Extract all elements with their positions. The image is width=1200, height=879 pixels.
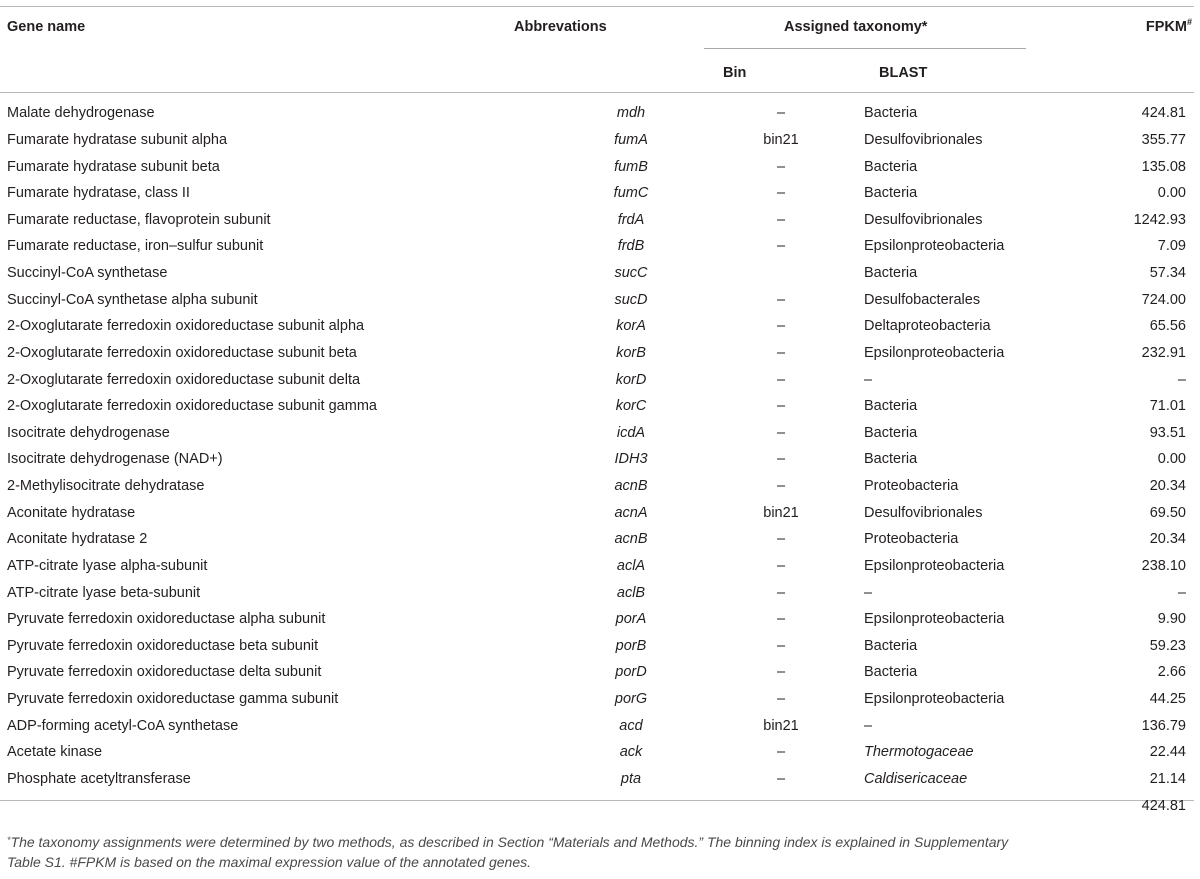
abbreviation-cell: sucC (614, 265, 648, 282)
blast-cell (820, 792, 1125, 819)
gene-cell: Fumarate reductase, iron–sulfur subunit (7, 238, 264, 255)
abbreviation-cell: acd (619, 717, 643, 734)
gene-cell: Isocitrate dehydrogenase (7, 424, 170, 441)
gene-cell: Pyruvate ferredoxin oxidoreductase alpha subunit (7, 611, 326, 628)
blast-cell: Desulfovibrionales (864, 504, 983, 521)
gene-cell: Aconitate hydratase 2 (7, 531, 148, 548)
table-row (0, 526, 1194, 553)
fpkm-cell: 22.44 (1149, 744, 1186, 761)
abbreviation-cell: korD (615, 371, 647, 388)
abbreviation-cell: porA (615, 611, 647, 628)
bin-cell: – (776, 398, 786, 415)
table-row (0, 712, 1194, 739)
blast-cell: Bacteria (864, 185, 918, 202)
fpkm-cell: 21.14 (1149, 770, 1186, 787)
table-row (0, 499, 1194, 526)
table-row (0, 553, 1194, 580)
abbreviation-cell (520, 792, 742, 819)
table-row (0, 233, 1194, 260)
table-row (0, 659, 1194, 686)
gene-cell: Fumarate reductase, flavoprotein subunit (7, 211, 271, 228)
fpkm-cell: 57.34 (1149, 265, 1186, 282)
gene-cell: ATP-citrate lyase beta-subunit (7, 584, 201, 601)
abbreviation-cell: korA (616, 318, 646, 335)
gene-cell: Malate dehydrogenase (7, 105, 155, 122)
blast-cell: Epsilonproteobacteria (864, 691, 1005, 708)
header-fpkm-mark: # (1186, 17, 1192, 27)
footnote-line-1 (7, 832, 1193, 852)
bin-cell: – (776, 611, 786, 628)
blast-cell: Bacteria (864, 105, 918, 122)
abbreviation-cell: sucD (614, 291, 648, 308)
fpkm-cell: 44.25 (1149, 691, 1186, 708)
gene-cell: Succinyl-CoA synthetase (7, 265, 168, 282)
bin-cell: – (776, 291, 786, 308)
table-row (0, 260, 1194, 287)
fpkm-cell: 20.34 (1149, 531, 1186, 548)
blast-cell: Desulfovibrionales (864, 131, 983, 148)
bin-cell: – (776, 770, 786, 787)
footnote-line-2: Table S1. #FPKM is based on the maximal expression value of the annotated genes. (7, 854, 532, 870)
bin-cell (742, 260, 820, 287)
table-row (0, 766, 1194, 793)
table-row (0, 207, 1194, 234)
abbreviation-cell: korB (616, 344, 646, 361)
table-row (0, 153, 1194, 180)
table-row (0, 446, 1194, 473)
gene-cell: Fumarate hydratase subunit alpha (7, 131, 228, 148)
table-row (0, 393, 1194, 420)
gene-cell: Phosphate acetyltransferase (7, 770, 191, 787)
fpkm-cell: 355.77 (1141, 131, 1186, 148)
fpkm-cell: 0.00 (1157, 185, 1186, 202)
blast-cell: – (864, 371, 873, 388)
header-bin: Bin (723, 65, 747, 81)
bin-cell: bin21 (763, 131, 799, 148)
abbreviation-cell: porB (615, 637, 647, 654)
gene-cell: Isocitrate dehydrogenase (NAD+) (7, 451, 223, 468)
table-row (0, 340, 1194, 367)
fpkm-cell: 232.91 (1141, 344, 1186, 361)
abbreviation-cell: ack (619, 744, 643, 761)
table-row (0, 420, 1194, 447)
header-assigned-taxonomy-mark: * (921, 19, 928, 35)
footnote-mark: * (7, 835, 11, 845)
table-row (0, 313, 1194, 340)
bin-cell (742, 792, 820, 819)
abbreviation-cell: acnB (614, 478, 648, 495)
blast-cell: Bacteria (864, 158, 918, 175)
table-row (0, 180, 1194, 207)
gene-cell: Fumarate hydratase subunit beta (7, 158, 220, 175)
blast-cell: Bacteria (864, 664, 918, 681)
fpkm-cell: 135.08 (1141, 158, 1186, 175)
blast-cell: Caldisericaceae (864, 770, 968, 787)
abbreviation-cell: frdA (617, 211, 645, 228)
blast-cell: Proteobacteria (864, 478, 959, 495)
taxonomy-subheader-rule (704, 48, 1026, 49)
fpkm-cell: 0.00 (1157, 451, 1186, 468)
fpkm-cell: 9.90 (1157, 611, 1186, 628)
abbreviation-cell: frdB (617, 238, 645, 255)
gene-cell: 2-Oxoglutarate ferredoxin oxidoreductase subunit alpha (7, 318, 365, 335)
bin-cell: – (776, 478, 786, 495)
bin-cell: – (776, 584, 786, 601)
blast-cell: Bacteria (864, 424, 918, 441)
gene-cell: Aconitate hydratase (7, 504, 136, 521)
fpkm-cell: 424.81 (1141, 797, 1186, 814)
table-row (0, 366, 1194, 393)
bin-cell: – (776, 185, 786, 202)
gene-cell: ATP-citrate lyase alpha-subunit (7, 557, 208, 574)
fpkm-cell: – (1177, 371, 1186, 388)
bin-cell: – (776, 238, 786, 255)
gene-cell: 2-Oxoglutarate ferredoxin oxidoreductase subunit gamma (7, 398, 377, 415)
bin-cell: – (776, 105, 786, 122)
blast-cell: Thermotogaceae (864, 744, 974, 761)
bin-cell: – (776, 691, 786, 708)
abbreviation-cell: fumC (613, 185, 649, 202)
bin-cell: – (776, 158, 786, 175)
bin-cell: – (776, 557, 786, 574)
header-fpkm (1146, 18, 1192, 36)
gene-cell: ADP-forming acetyl-CoA synthetase (7, 717, 239, 734)
table-row (0, 606, 1194, 633)
bin-cell: bin21 (763, 717, 799, 734)
header-abbreviations: Abbrevations (514, 19, 607, 35)
fpkm-cell: 7.09 (1157, 238, 1186, 255)
abbreviation-cell: aclB (616, 584, 646, 601)
blast-cell: Deltaproteobacteria (864, 318, 991, 335)
bin-cell: – (776, 451, 786, 468)
gene-cell: 2-Oxoglutarate ferredoxin oxidoreductase subunit delta (7, 371, 361, 388)
gene-cell: Fumarate hydratase, class II (7, 185, 190, 202)
fpkm-cell: 1242.93 (1133, 211, 1186, 228)
abbreviation-cell: acnA (614, 504, 648, 521)
abbreviation-cell: icdA (616, 424, 646, 441)
blast-cell: Epsilonproteobacteria (864, 557, 1005, 574)
abbreviation-cell: fumA (614, 131, 648, 148)
table-row (0, 286, 1194, 313)
abbreviation-cell: porG (614, 691, 648, 708)
top-rule (0, 6, 1194, 7)
blast-cell: – (864, 717, 873, 734)
blast-cell: Bacteria (864, 637, 918, 654)
header-fpkm-label: FPKM (1145, 19, 1187, 35)
fpkm-cell: 93.51 (1149, 424, 1186, 441)
bin-cell: – (776, 424, 786, 441)
table-body (0, 100, 1194, 819)
blast-cell: Desulfobacterales (864, 291, 981, 308)
table-row (0, 579, 1194, 606)
bin-cell: bin21 (763, 504, 799, 521)
header-gene-name: Gene name (7, 19, 86, 35)
abbreviation-cell: acnB (614, 531, 648, 548)
footnote-text-1: The taxonomy assignments were determined by two methods, as described in Section “Materials and Methods.” The binning index is explained in Supplementary (10, 834, 1009, 850)
blast-cell: Epsilonproteobacteria (864, 238, 1005, 255)
gene-cell: Pyruvate ferredoxin oxidoreductase beta subunit (7, 637, 319, 654)
table-row (0, 739, 1194, 766)
bin-cell: – (776, 664, 786, 681)
table-row (0, 686, 1194, 713)
fpkm-cell: 238.10 (1141, 557, 1186, 574)
bin-cell: – (776, 744, 786, 761)
header-assigned-taxonomy-label: Assigned taxonomy (784, 19, 922, 35)
fpkm-cell: – (1177, 584, 1186, 601)
bin-cell: – (776, 318, 786, 335)
fpkm-cell: 69.50 (1149, 504, 1186, 521)
blast-cell: Desulfovibrionales (864, 211, 983, 228)
bin-cell: – (776, 637, 786, 654)
bin-cell: – (776, 531, 786, 548)
fpkm-cell: 65.56 (1149, 318, 1186, 335)
abbreviation-cell: mdh (616, 105, 646, 122)
abbreviation-cell: aclA (616, 557, 646, 574)
table-row (0, 127, 1194, 154)
header-rule (0, 92, 1194, 93)
fpkm-cell: 20.34 (1149, 478, 1186, 495)
header-assigned-taxonomy (784, 18, 927, 36)
gene-cell: 2-Methylisocitrate dehydratase (7, 478, 205, 495)
abbreviation-cell: fumB (614, 158, 648, 175)
fpkm-cell: 724.00 (1141, 291, 1186, 308)
blast-cell: Bacteria (864, 451, 918, 468)
table-row (0, 633, 1194, 660)
gene-cell: 2-Oxoglutarate ferredoxin oxidoreductase subunit beta (7, 344, 357, 361)
gene-cell: Succinyl-CoA synthetase alpha subunit (7, 291, 258, 308)
gene-cell: Acetate kinase (7, 744, 103, 761)
fpkm-cell: 59.23 (1149, 637, 1186, 654)
fpkm-cell: 424.81 (1141, 105, 1186, 122)
bin-cell: – (776, 344, 786, 361)
gene-cell: Pyruvate ferredoxin oxidoreductase gamma subunit (7, 691, 339, 708)
table-footnote (7, 832, 1193, 872)
table-row (0, 100, 1194, 127)
gene-cell (0, 792, 520, 819)
blast-cell: Epsilonproteobacteria (864, 611, 1005, 628)
blast-cell: Bacteria (864, 398, 918, 415)
blast-cell: Bacteria (864, 265, 918, 282)
abbreviation-cell: korC (615, 398, 647, 415)
bin-cell: – (776, 211, 786, 228)
fpkm-cell: 71.01 (1149, 398, 1186, 415)
blast-cell: – (864, 584, 873, 601)
gene-cell: Pyruvate ferredoxin oxidoreductase delta subunit (7, 664, 322, 681)
abbreviation-cell: porD (615, 664, 647, 681)
abbreviation-cell: IDH3 (614, 451, 648, 468)
blast-cell: Proteobacteria (864, 531, 959, 548)
data-table (0, 100, 1194, 819)
abbreviation-cell: pta (620, 770, 642, 787)
table-row (0, 792, 1194, 819)
bin-cell: – (776, 371, 786, 388)
table-row (0, 473, 1194, 500)
fpkm-cell: 2.66 (1157, 664, 1186, 681)
header-blast: BLAST (879, 65, 928, 81)
blast-cell: Epsilonproteobacteria (864, 344, 1005, 361)
fpkm-cell: 136.79 (1141, 717, 1186, 734)
